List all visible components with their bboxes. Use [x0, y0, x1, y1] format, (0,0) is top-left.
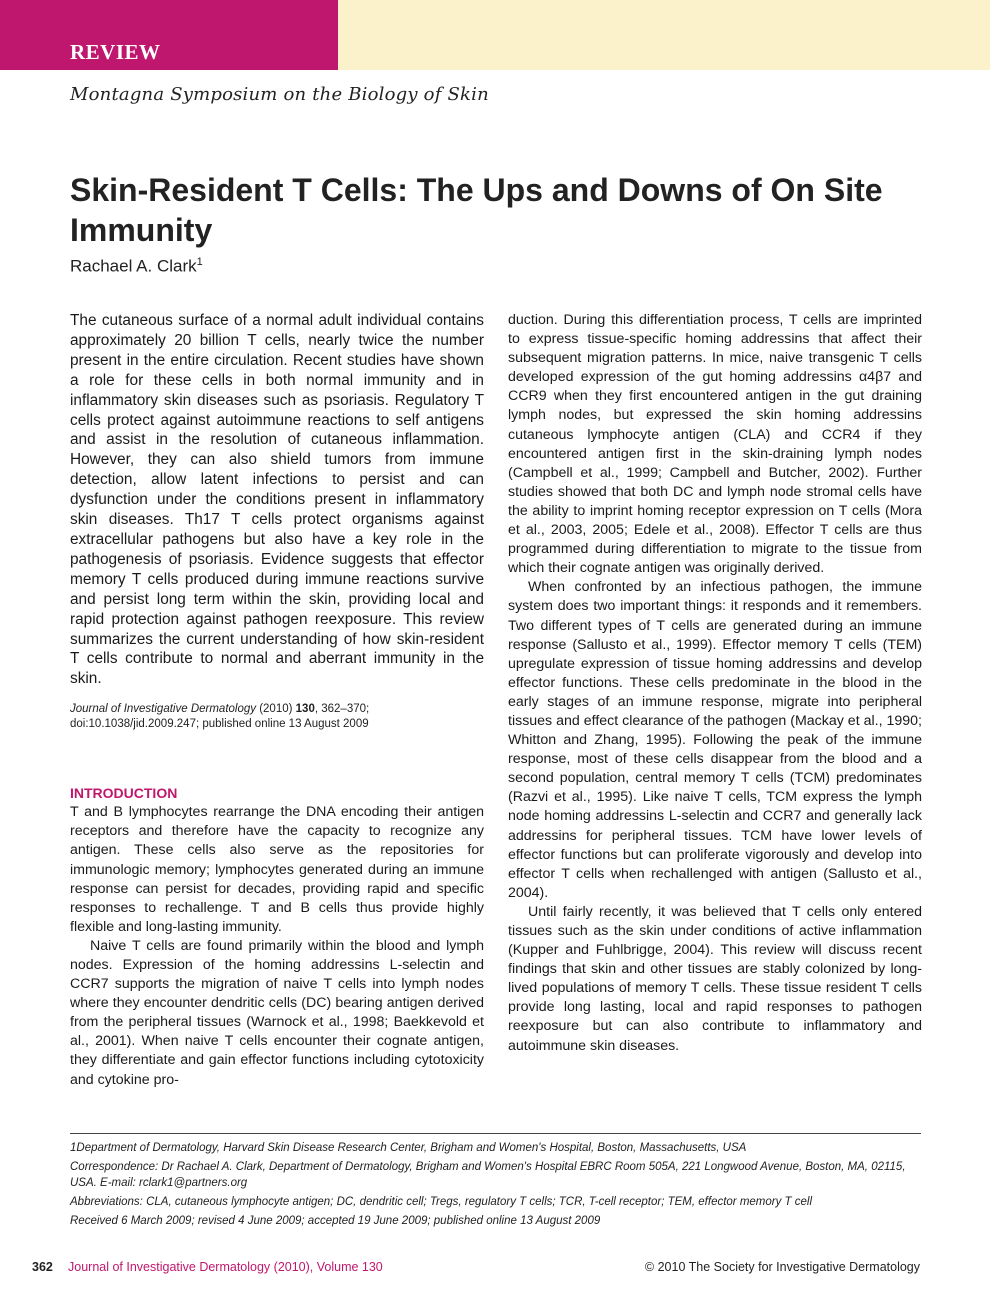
footer-copyright: © 2010 The Society for Investigative Dermatology — [644, 1260, 920, 1274]
body-paragraph-2: When confronted by an infectious pathogen, the immune system does two important things: it responds and it remembers. Two different types of T cells are generated during an immune response (Sallusto et al., 1999). Effector memory T cells (TEM) upregulate expression of tissue homing addressins and develop effector functions. These cells predominate in the blood in the early stages of an immune response, migrate into peripheral tissues and effect clearance of the pathogen (Mackay et al., 1990; Whitton and Zhang, 1995). Following the peak of the immune response, most of these cells disappear from the blood and a second population, central memory T cells (TCM) predominates (Razvi et al., 1995). Like naive T cells, TCM express the lymph node homing addressins L-selectin and CCR7 and generally lack addressins for peripheral tissues. TCM have lower levels of effector functions but can proliferate vigorously and develop into effector T cells when rechallenged with antigen (Sallusto et al., 2004). — [508, 579, 922, 901]
section-label: REVIEW — [70, 40, 161, 64]
author-name — [70, 256, 203, 277]
header-band-light — [338, 0, 990, 70]
citation-volume: 130 — [295, 703, 315, 716]
intro-paragraph-2: Naive T cells are found primarily within the blood and lymph nodes. Expression of the homing addressins L-selectin and CCR7 supports the migration of naive T cells into lymph nodes where they encounter dendritic cells (DC) bearing antigen derived from the peripheral tissues (Warnock et al., 1998; Baekkevold et al., 2001). When naive T cells encounter their cognate antigen, they differentiate and gain effector functions including cytotoxicity and cytokine pro- — [70, 937, 484, 1088]
right-column — [508, 311, 922, 1056]
citation-year: (2010) — [256, 703, 296, 716]
citation — [70, 702, 484, 732]
author-affiliation-mark: 1 — [196, 256, 203, 268]
footnote-received: Received 6 March 2009; revised 4 June 2009; accepted 19 June 2009; published online 13 August 2009 — [70, 1215, 601, 1227]
abstract: The cutaneous surface of a normal adult individual contains approximately 20 billion T cells, nearly twice the number present in the entire circulation. Recent studies have shown a role for these cells in both normal immunity and in inflammatory skin diseases such as psoriasis. Regulatory T cells protect against autoimmune reactions to self antigens and assist in the resolution of cutaneous inflammation. However, they can also shield tumors from immune detection, allow latent infections to persist and can dysfunction under the conditions present in inflammatory skin diseases. Th17 T cells protect organisms against extracellular pathogens but also have a key role in the pathogenesis of psoriasis. Evidence suggests that effector memory T cells produced during immune reactions survive and persist long term within the skin, providing local and rapid protection against pathogen reexposure. This review summarizes the current understanding of how skin-resident T cells contribute to normal and aberrant immunity in the skin. — [70, 312, 484, 688]
citation-journal: Journal of Investigative Dermatology — [70, 703, 257, 716]
footnote-divider — [70, 1133, 921, 1134]
footer-journal: Journal of Investigative Dermatology (2010), Volume 130 — [68, 1260, 383, 1274]
header-band-accent — [0, 0, 338, 70]
body-paragraph-1: duction. During this differentiation process, T cells are imprinted to express tissue-specific homing addressins that affect their subsequent migration patterns. In mice, naive transgenic T cells developed expression of the gut homing addressins α4β7 and CCR9 when they first encountered antigen in the gut draining lymph nodes, but expressed the skin homing addressins cutaneous lymphocyte antigen (CLA) and CCR4 if they encountered antigen first in the skin-draining lymph nodes (Campbell et al., 1999; Campbell and Butcher, 2002). Further studies showed that both DC and lymph node stromal cells have the ability to imprint homing receptor expression on T cells (Mora et al., 2003, 2005; Edele et al., 2008). Effector T cells are thus programmed during differentiation to migrate to the tissue from which their cognate antigen was originally derived. — [508, 312, 922, 577]
footnote-abbreviations: Abbreviations: CLA, cutaneous lymphocyte antigen; DC, dendritic cell; Tregs, regulatory T cells; TCR, T-cell receptor; TEM, effector memory T cell — [70, 1196, 813, 1208]
footnote-correspondence: Correspondence: Dr Rachael A. Clark, Department of Dermatology, Brigham and Women's Hospital EBRC Room 505A, 221 Longwood Avenue, Boston, MA, 02115, USA. E-mail: rclark1@partners.org — [70, 1161, 906, 1189]
footnote-affiliation: 1Department of Dermatology, Harvard Skin Disease Research Center, Brigham and Women's Hospital, Boston, Massachusetts, USA — [70, 1142, 747, 1154]
citation-pages: , 362–370; — [314, 703, 370, 716]
intro-heading: INTRODUCTION — [70, 785, 178, 802]
footnotes — [70, 1140, 921, 1232]
series-label: Montagna Symposium on the Biology of Skin — [70, 84, 489, 105]
body-paragraph-3: Until fairly recently, it was believed that T cells only entered tissues such as the skin under conditions of active inflammation (Kupper and Fuhlbrigge, 2004). This review will discuss recent findings that skin and other tissues are stably colonized by long-lived populations of memory T cells. These tissue resident T cells provide long lasting, local and rapid responses to pathogen reexposure but can also contribute to inflammatory and autoimmune skin diseases. — [508, 903, 922, 1054]
left-column — [70, 311, 484, 1090]
article-title: Skin-Resident T Cells: The Ups and Downs of On Site Immunity — [70, 172, 883, 248]
author-text: Rachael A. Clark — [70, 256, 197, 276]
citation-doi: doi:10.1038/jid.2009.247; published online 13 August 2009 — [70, 718, 369, 731]
page-number: 362 — [32, 1260, 53, 1274]
intro-paragraph-1: T and B lymphocytes rearrange the DNA encoding their antigen receptors and therefore have the capacity to recognize any antigen. These cells also serve as the repositories for immunologic memory; lymphocytes generated during an immune response can persist for decades, providing rapid and specific responses to rechallenge. T and B cells thus provide highly flexible and long-lasting immunity. — [70, 804, 484, 935]
